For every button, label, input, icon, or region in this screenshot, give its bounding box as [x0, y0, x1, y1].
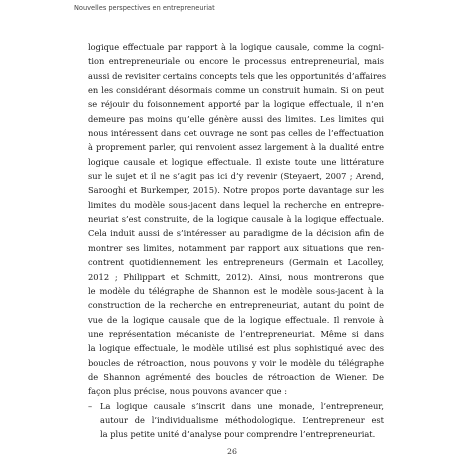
text-line: sur le sujet et il ne s’agit pas ici d’y revenir (Steyaert, 2007 ; Arend,	[88, 171, 384, 182]
bullet-text-line: La logique causale s’inscrit dans une monade, l’entrepreneur,	[100, 400, 384, 411]
text-line: 2012 ; Philippart et Schmitt, 2012). Ainsi, nous montrerons que	[88, 271, 384, 282]
bullet-marker: –	[88, 400, 93, 411]
text-line: la logique effectuale, le modèle utilisé est plus sophistiqué avec des	[88, 343, 384, 354]
text-line: façon plus précise, nous pouvons avancer que :	[88, 386, 288, 397]
text-line: aussi de revisiter certains concepts tels que les opportunités d’affaires	[88, 70, 387, 81]
text-line: construction de la recherche en entrepreneuriat, autant du point de	[88, 300, 384, 311]
page-number: 26	[227, 447, 237, 456]
text-line: Cela induit aussi de s’intéresser au paradigme de la décision afin de	[88, 228, 384, 239]
body-text	[88, 40, 387, 442]
text-line: une représentation mécaniste de l’entrepreneuriat. Même si dans	[88, 328, 384, 339]
text-line: Sarooghi et Burkemper, 2015). Notre propos porte davantage sur les	[88, 185, 384, 196]
text-line: de Shannon agrémenté des boucles de rétroaction de Wiener. De	[88, 371, 384, 382]
text-line: logique causale et logique effectuale. Il existe toute une littérature	[88, 156, 384, 167]
text-line: demeure pas moins qu’elle génère aussi des limites. Les limites qui	[88, 113, 384, 124]
text-line: nous intéressent dans cet ouvrage ne sont pas celles de l’effectuation	[88, 128, 384, 139]
text-line: tion entrepreneuriale ou encore le processus entrepreneurial, mais	[88, 56, 384, 67]
text-line: vue de la logique causale que de la logique effectuale. Il renvoie à	[88, 314, 384, 325]
text-line: montrer ses limites, notamment par rapport aux situations que ren-	[88, 242, 384, 253]
running-header: Nouvelles perspectives en entrepreneuriat	[74, 4, 215, 12]
text-line: à proprement parler, qui renvoient assez largement à la dualité entre	[88, 142, 384, 153]
text-line: logique effectuale par rapport à la logique causale, comme la cogni-	[88, 42, 384, 52]
text-line: boucles de rétroaction, nous pouvons y voir le modèle du télégraphe	[88, 357, 384, 368]
bullet-text-line: la plus petite unité d’analyse pour comprendre l’entrepreneuriat.	[100, 429, 376, 440]
bullet-item	[88, 399, 384, 413]
text-line: neuriat s’est construite, de la logique causale à la logique effectuale.	[88, 214, 384, 225]
text-line: en les considérant désormais comme un construit humain. Si on peut	[88, 85, 384, 96]
text-line: le modèle du télégraphe de Shannon est le modèle sous-jacent à la	[88, 285, 384, 296]
bullet-text-line: autour de l’individualisme méthodologique. L’entrepreneur est	[100, 414, 384, 425]
text-line: contrent quotidiennement les entrepreneurs (Germain et Lacolley,	[88, 257, 384, 268]
text-line: se réjouir du foisonnement apporté par la logique effectuale, il n’en	[88, 99, 384, 110]
text-line: limites du modèle sous-jacent dans lequel la recherche en entrepre-	[88, 199, 384, 210]
